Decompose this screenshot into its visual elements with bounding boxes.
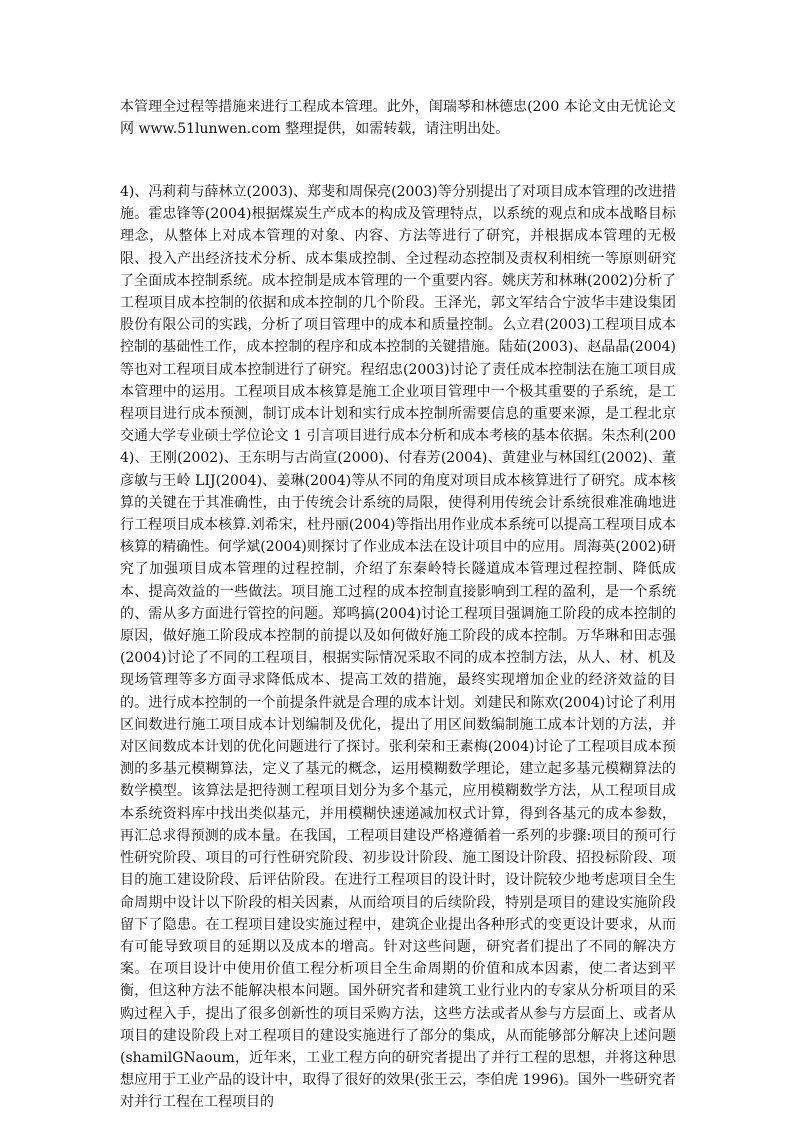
paragraph-continuation: 本管理全过程等措施来进行工程成本管理。此外，闺瑞琴和林德忠(200 本论文由无忧论文网 www.51lunwen.com 整理提供，如需转载，请注明出处。 (120, 99, 676, 138)
paragraph-literature-review: 4)、冯莉莉与薛林立(2003)、郑斐和周保亮(2003)等分别提出了对项目成本管理的改进措施。霍忠锋等(2004)根据煤炭生产成本的构成及管理特点，以系统的观点和成本战略目标理念，从整体上对成本管理的对象、内容、方法等进行了研究，并根据成本管理的无极限、投入产出经济技术分析、成本集成控制、全过程动态控制及责权利相统一等原则研究了全面成本控制系统。成本控制是成本管理的一个重要内容。姚庆芳和林琳(2002)分析了工程项目成本控制的依据和成本控制的几个阶段。王泽光，郭文军结合宁波华丰建设集团股份有限公司的实践，分析了项目管理中的成本和质量控制。么立君(2003)工程项目成本控制的基础性工作，成本控制的程序和成本控制的关键措施。陆茹(2003)、赵晶晶(2004)等也对工程项目成本控制进行了研究。程绍忠(2003)讨论了责任成本控制法在施工项目成本管理中的运用。工程项目成本核算是施工企业项目管理中一个极其重要的子系统，是工程项目进行成本预测，制订成本计划和实行成本控制所需要信息的重要来源，是工程北京交通大学专业硕士学位论文 1 引言项目进行成本分析和成本考核的基本依据。朱杰利(2004)、王刚(2002)、王东明与古尚宣(2000)、付春芳(2004)、黄建业与林国红(2002)、董彦敏与王岭 LIJ(2004)、姜琳(2004)等从不同的角度对项目成本核算进行了研究。成本核算的关键在于其准确性，由于传统会计系统的局限，使得利用传统会计系统很难准确地进行工程项目成本核算.刘希宋，杜丹丽(2004)等指出用作业成本系统可以提高工程项目成本核算的精确性。何学斌(2004)则探讨了作业成本法在设计项目中的应用。周海英(2002)研究了加强项目成本管理的过程控制，介绍了东秦岭特长隧道成本管理过程控制、降低成本、提高效益的一些做法。项目施工过程的成本控制直接影响到工程的盈利，是一个系统的、需从多方面进行管控的问题。郑鸣搞(2004)讨论工程项目强调施工阶段的成本控制的原因，做好施工阶段成本控制的前提以及如何做好施工阶段的成本控制。万华琳和田志强(2004)讨论了不同的工程项目，根据实际情况采取不同的成本控制方法，从人、材、机及现场管理等多方面寻求降低成本、提高工效的措施，最终实现增加企业的经济效益的目的。进行成本控制的一个前提条件就是合理的成本计划。刘建民和陈欢(2004)讨论了利用区间数进行施工项目成本计划编制及优化，提出了用区间数编制施工成本计划的方法，并对区间数成本计划的优化问题进行了探讨。张利荣和王素梅(2004)讨论了工程项目成本预测的多基元模糊算法，定义了基元的概念，运用模糊数学理论，建立起多基元模糊算法的数学模型。该算法是把待测工程项目划分为多个基元，应用模糊数学方法，从工程项目成本系统资料库中找出类似基元，并用模糊快速递减加权式计算，得到各基元的成本参数，再汇总求得预测的成本量。在我国，工程项目建设严格遵循着一系列的步骤:项目的预可行性研究阶段、项目的可行性研究阶段、初步设计阶段、施工图设计阶段、招投标阶段、项目的施工建设阶段、后评估阶段。在进行工程项目的设计时，设计院较少地考虑项目全生命周期中设计以下阶段的相关因素，从而给项目的后续阶段，特别是项目的建设实施阶段留下了隐患。在工程项目建设实施过程中，建筑企业提出各种形式的变更设计要求，从而有可能导致项目的延期以及成本的增高。针对这些问题，研究者们提出了不同的解决方案。在项目设计中使用价值工程分析项目全生命周期的价值和成本因素，使二者达到平衡，但这种方法不能解决根本问题。国外研究者和建筑工业行业内的专家从分析项目的采购过程入手，提出了很多创新性的项目采购方法，这些方法或者从参与方层面上、或者从项目的建设阶段上对工程项目的建设实施进行了部分的集成，从而能够部分解决上述问题(shamilGNaoum，近年来，工业工程方向的研究者提出了并行工程的思想，并将这种思想应用于工业产品的设计中，取得了很好的效果(张王云，李伯虎 1996)。国外一些研究者对并行工程在工程项目的 (120, 184, 676, 1111)
